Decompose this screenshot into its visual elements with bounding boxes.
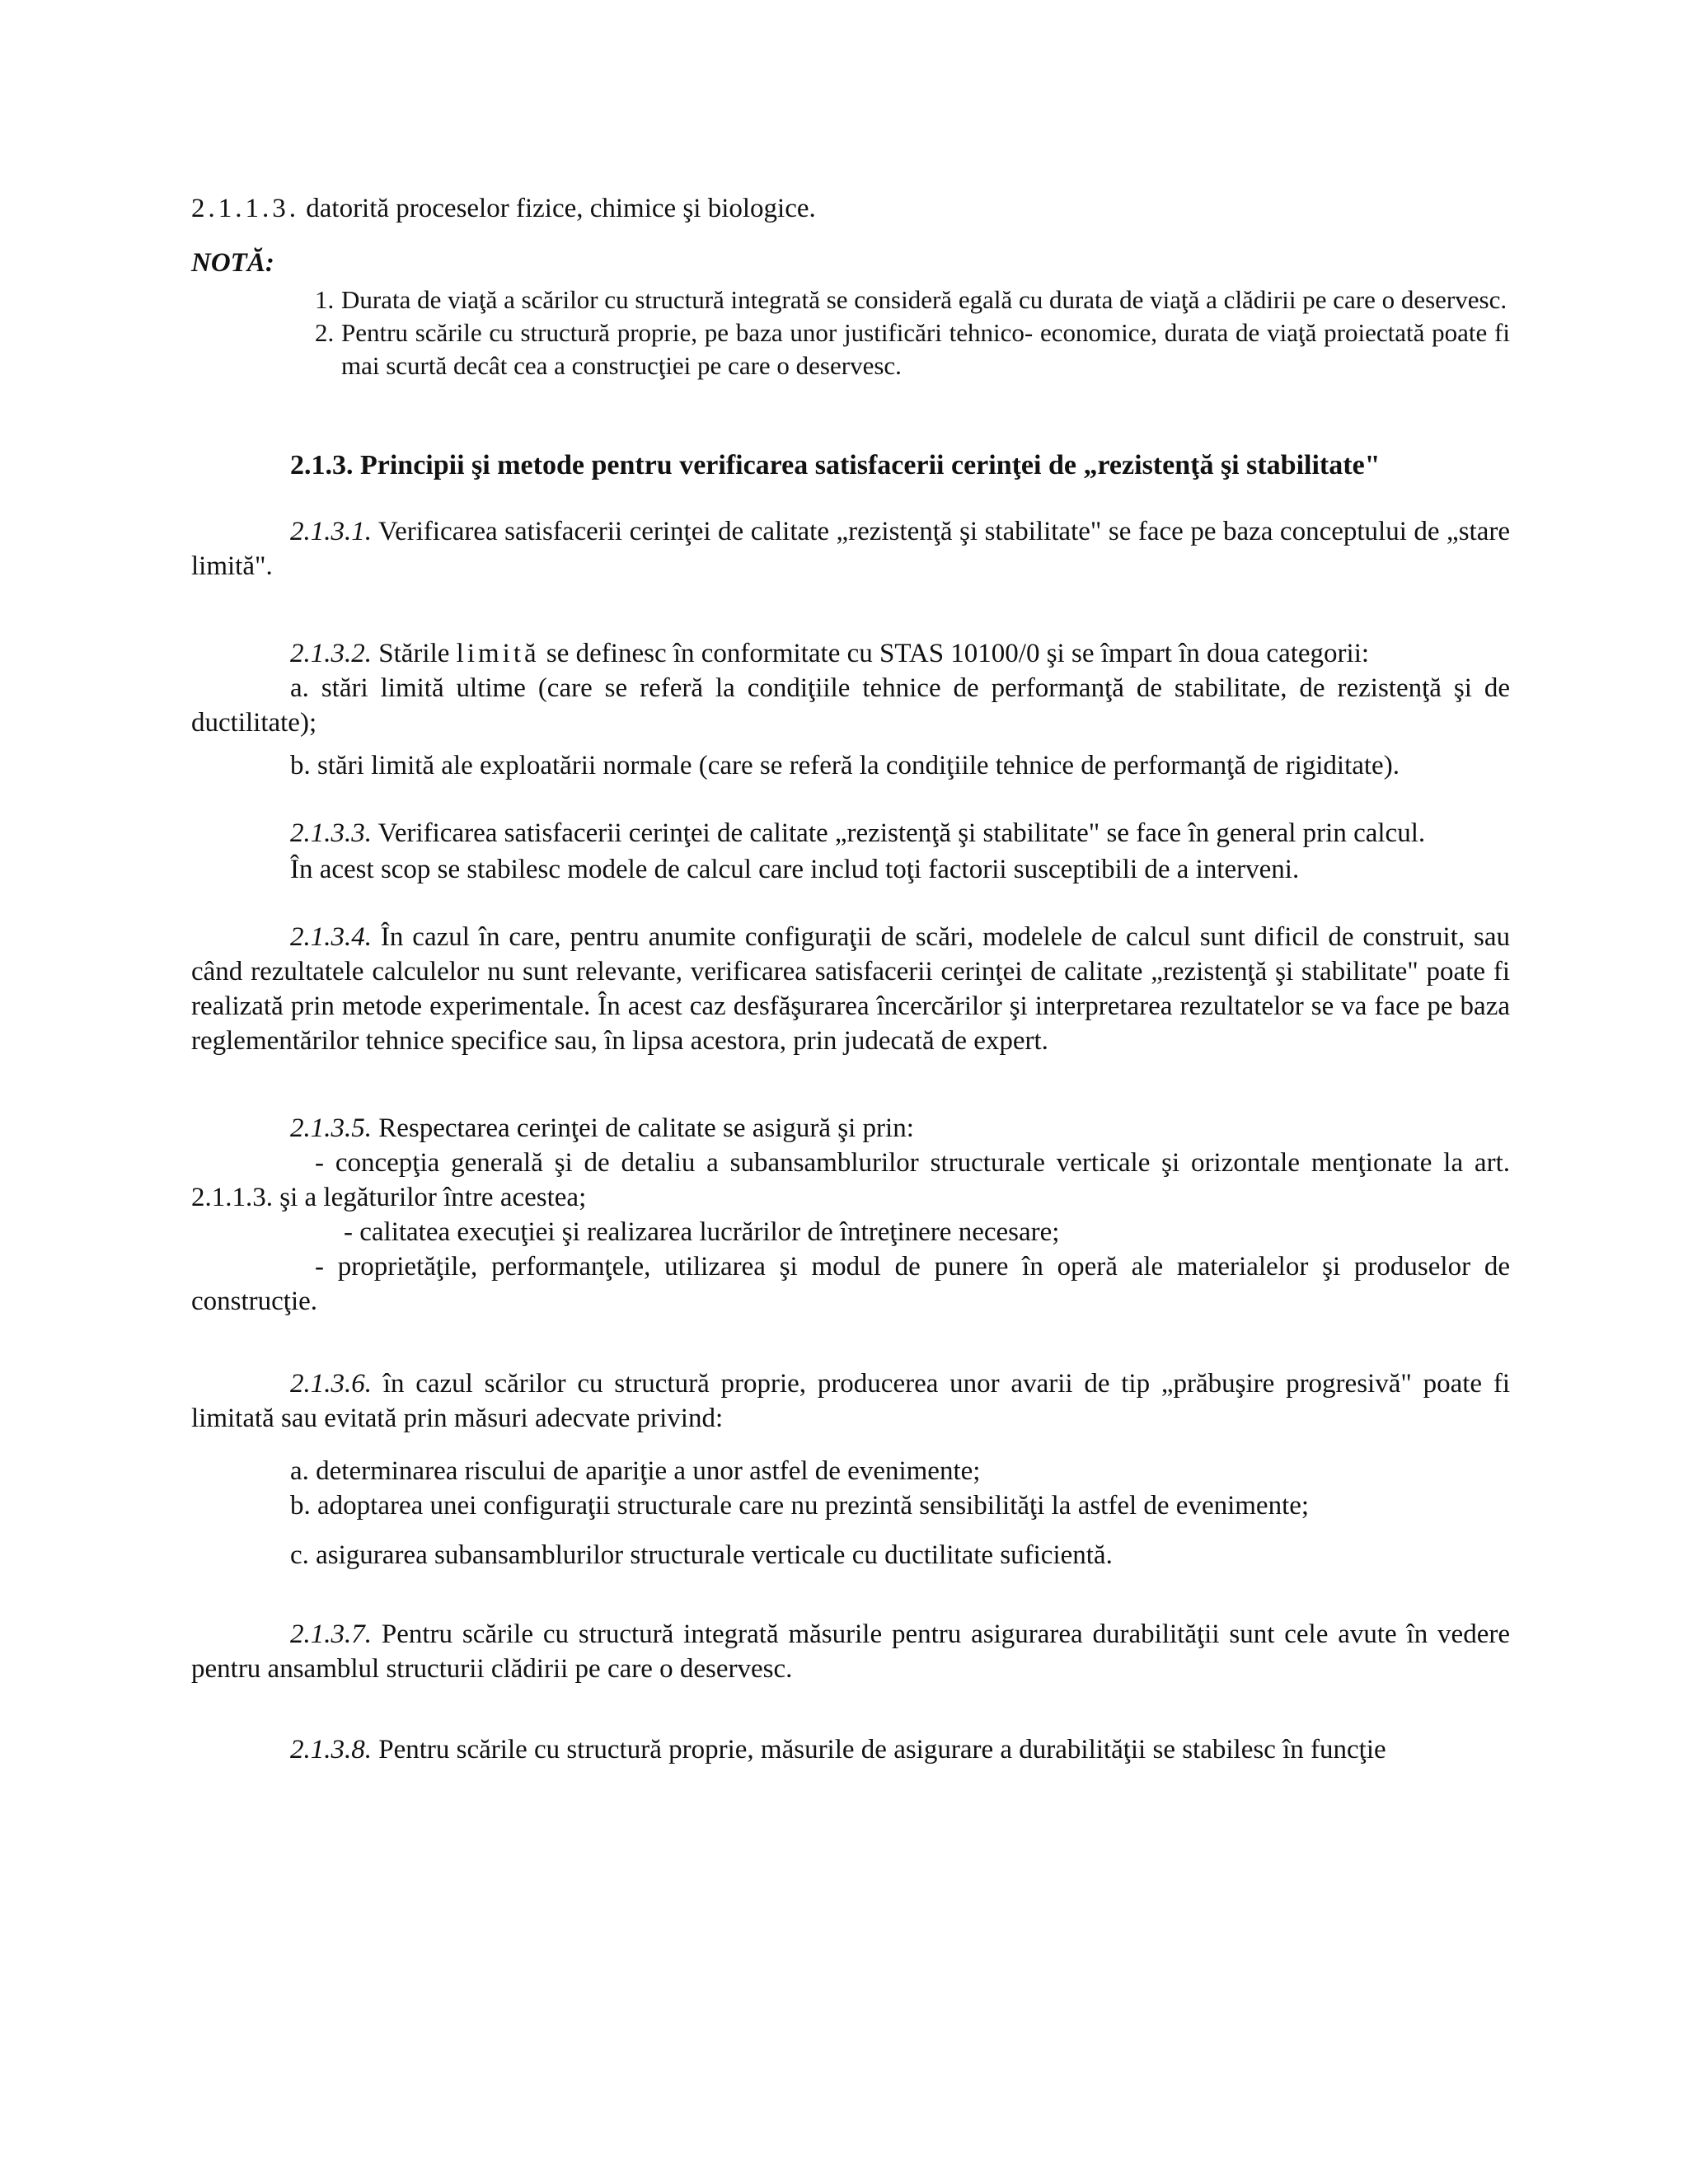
section-number: 2.1.3.7. [290, 1619, 372, 1649]
section-number: 2.1.1.3. [191, 194, 299, 223]
paragraph-text: Respectarea cerinţei de calitate se asigură şi prin: [378, 1113, 914, 1143]
section-number: 2.1.3.1. [290, 517, 372, 546]
dash-item: - concepţia generală şi de detaliu a subansamblurilor structurale verticale şi orizontale menţionate la art. 2.1.1.3. şi a legăturilor între acestea; [191, 1148, 1510, 1212]
paragraph-text: Pentru scările cu structură proprie, măsurile de asigurare a durabilităţii se stabilesc în funcţie [378, 1735, 1386, 1765]
paragraph-2-1-3-2 [191, 636, 1510, 671]
paragraph-2-1-3-4 [191, 920, 1510, 1058]
paragraph-2-1-3-8 [191, 1732, 1510, 1767]
section-number: 2.1.3.5. [290, 1113, 372, 1143]
note-item [315, 316, 1510, 382]
note-item [315, 284, 1510, 316]
paragraph-text: în cazul scărilor cu structură proprie, producerea unor avarii de tip „prăbuşire progresivă" poate fi limitată sau evitată prin măsuri adecvate privind: [191, 1369, 1510, 1433]
note-text: Durata de viaţă a scărilor cu structură integrată se consideră egală cu durata de viaţă a clădirii pe care o deservesc. [341, 285, 1507, 314]
list-item-a: a. stări limită ultime (care se referă la condiţiile tehnice de performanţă de stabilitate, de rezistenţă şi de ductilitate); [191, 673, 1510, 738]
note-label: NOTĂ: [191, 248, 274, 278]
section-number: 2.1.3.2. [290, 639, 372, 668]
paragraph-2-1-3-6 [191, 1366, 1510, 1436]
paragraph-text: În cazul în care, pentru anumite configuraţii de scări, modelele de calcul sunt dificil de construit, sau când rezultatele calculelor nu sunt relevante, verificarea satisfacerii cerinţei de calitate „rezistenţă şi stabilitate" poate fi realizată prin metode experimentale. În acest caz desfăşurarea încercărilor şi interpretarea rezultatelor se va face pe baza reglementărilor tehnice specifice sau, în lipsa acestora, prin judecată de expert. [191, 922, 1510, 1056]
section-number: 2.1.3.8. [290, 1735, 372, 1765]
section-heading-2-1-3: 2.1.3. Principii şi metode pentru verificarea satisfacerii cerinţei de „rezistenţă şi stabilitate" [290, 450, 1381, 480]
paragraph-text: se definesc în conformitate cu STAS 10100/0 şi se împart în doua categorii: [546, 639, 1370, 668]
paragraph-text: datorită proceselor fizice, chimice şi biologice. [306, 194, 816, 223]
paragraph-2-1-1-3 [191, 191, 1510, 226]
list-item-b: b. stări limită ale exploatării normale (care se referă la condiţiile tehnice de performanţă de rigiditate). [290, 751, 1400, 780]
list-item-c: c. asigurarea subansamblurilor structurale verticale cu ductilitate suficientă. [290, 1540, 1113, 1570]
paragraph-text: Verificarea satisfacerii cerinţei de calitate „rezistenţă şi stabilitate" se face în general prin calcul. [377, 818, 1426, 848]
paragraph-2-1-3-3-continued: În acest scop se stabilesc modele de calcul care includ toţi factorii susceptibili de a interveni. [290, 855, 1300, 884]
spaced-word: limită [456, 639, 540, 668]
section-number: 2.1.3.4. [290, 922, 372, 952]
section-number: 2.1.3.3. [290, 818, 372, 848]
section-number: 2.1.3.6. [290, 1369, 372, 1399]
note-number: 2. [315, 318, 335, 347]
paragraph-2-1-3-7 [191, 1617, 1510, 1686]
paragraph-text: Verificarea satisfacerii cerinţei de calitate „rezistenţă şi stabilitate" se face pe baza conceptului de „stare limită". [191, 517, 1510, 581]
document-page [191, 191, 1510, 1767]
list-item-b: b. adoptarea unei configuraţii structurale care nu prezintă sensibilităţi la astfel de evenimente; [290, 1491, 1310, 1521]
list-item-a: a. determinarea riscului de apariţie a unor astfel de evenimente; [290, 1456, 981, 1486]
dash-item: - proprietăţile, performanţele, utilizarea şi modul de punere în operă ale materialelor şi produselor de construcţie. [191, 1252, 1510, 1316]
note-number: 1. [315, 285, 335, 314]
paragraph-2-1-3-1 [191, 514, 1510, 583]
dash-item: - calitatea execuţiei şi realizarea lucrărilor de întreţinere necesare; [344, 1217, 1060, 1247]
note-text: Pentru scările cu structură proprie, pe baza unor justificări tehnico- economice, durata de viaţă proiectată poate fi mai scurtă decât cea a construcţiei pe care o deservesc. [341, 318, 1510, 380]
paragraph-text: Stările [378, 639, 450, 668]
paragraph-2-1-3-5 [191, 1111, 1510, 1146]
paragraph-2-1-3-3 [191, 816, 1510, 851]
note-list [191, 284, 1510, 382]
paragraph-text: Pentru scările cu structură integrată măsurile pentru asigurarea durabilităţii sunt cele avute în vedere pentru ansamblul structurii clădirii pe care o deservesc. [191, 1619, 1510, 1684]
